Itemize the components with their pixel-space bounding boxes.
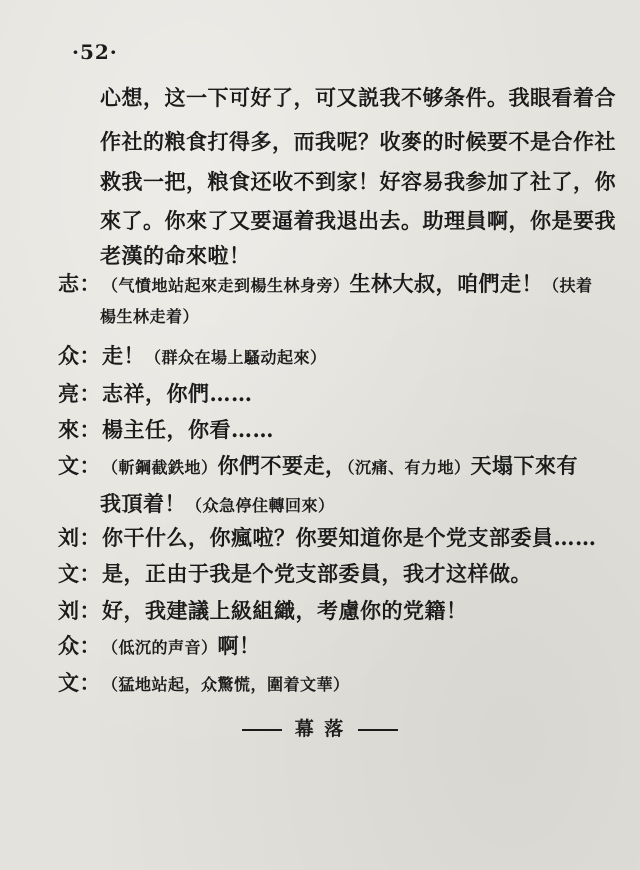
speaker-label: 刘： [58,598,101,623]
curtain-line [0,714,640,741]
dialogue-text: 救我一把，粮食还收不到家！好容易我参加了社了，你 [100,169,616,194]
speaker-label: 文： [58,561,101,586]
dialogue-line [100,302,199,327]
dialogue-text: 心想，这一下可好了，可又説我不够条件。我眼看着合 [100,85,616,110]
dialogue-line [100,126,616,156]
dialogue-line [58,667,350,697]
dialogue-text: 走！ [102,343,145,368]
dialogue-line [58,268,593,298]
dialogue-text: 楊主任，你看…… [102,417,274,442]
speaker-label: 刘： [58,525,101,550]
dialogue-text: 你們不要走， [217,453,347,478]
speaker-label: 來： [58,417,101,442]
dialogue-text: 作社的粮食打得多，而我呢？收麥的时候要不是合作社 [100,129,616,154]
dialogue-text: 天塌下來有 [470,453,579,478]
dialogue-line [58,630,261,660]
dialogue-line [100,82,616,112]
page-number: ·52· [72,40,118,64]
dialogue-text: 我頂着！ [100,491,186,516]
stage-direction: （沉痛、有力地） [346,458,471,477]
stage-direction: （扶着 [543,276,593,295]
dialogue-text: 是，正由于我是个党支部委員，我才这样做。 [102,561,532,586]
dialogue-line [58,340,327,370]
dialogue-line [58,378,253,408]
stage-direction: （众急停住轉回來） [186,496,335,515]
stage-direction: （猛地站起，众驚慌，圍着文華） [102,675,350,694]
speaker-label: 志： [58,271,101,296]
dialogue-line [100,488,335,518]
curtain-text: 幕 落 [294,718,346,740]
stage-direction: （群众在場上騷动起來） [145,348,327,367]
stage-direction: （低沉的声音） [102,638,218,657]
speaker-label: 众： [58,343,101,368]
dialogue-text: 你干什么，你瘋啦？你要知道你是个党支部委員…… [102,525,597,550]
dialogue-line [58,558,532,588]
stage-direction: 楊生林走着） [100,307,200,326]
curtain-dash-right [358,729,398,731]
dialogue-text: 來了。你來了又要逼着我退出去。助理員啊，你是要我 [100,208,616,233]
dialogue-text: 好，我建議上級組織，考慮你的党籍！ [102,598,468,623]
speaker-label: 文： [58,670,101,695]
dialogue-text: 老漢的命來啦！ [100,243,251,268]
dialogue-line [100,240,251,270]
dialogue-line [58,414,274,444]
dialogue-line [58,595,468,625]
speaker-label: 亮： [58,381,101,406]
speaker-label: 文： [58,453,101,478]
stage-direction: （斬鋼截鉄地） [102,458,218,477]
speaker-label: 众： [58,633,101,658]
dialogue-line [100,205,616,235]
dialogue-line [58,522,597,552]
curtain-dash-left [242,729,282,731]
dialogue-line [58,450,578,480]
stage-direction: （气憤地站起來走到楊生林身旁） [102,276,350,295]
dialogue-line [100,166,616,196]
dialogue-text: 志祥，你們…… [102,381,253,406]
dialogue-text: 啊！ [217,633,261,658]
dialogue-text: 生林大叔，咱們走！ [349,271,544,296]
